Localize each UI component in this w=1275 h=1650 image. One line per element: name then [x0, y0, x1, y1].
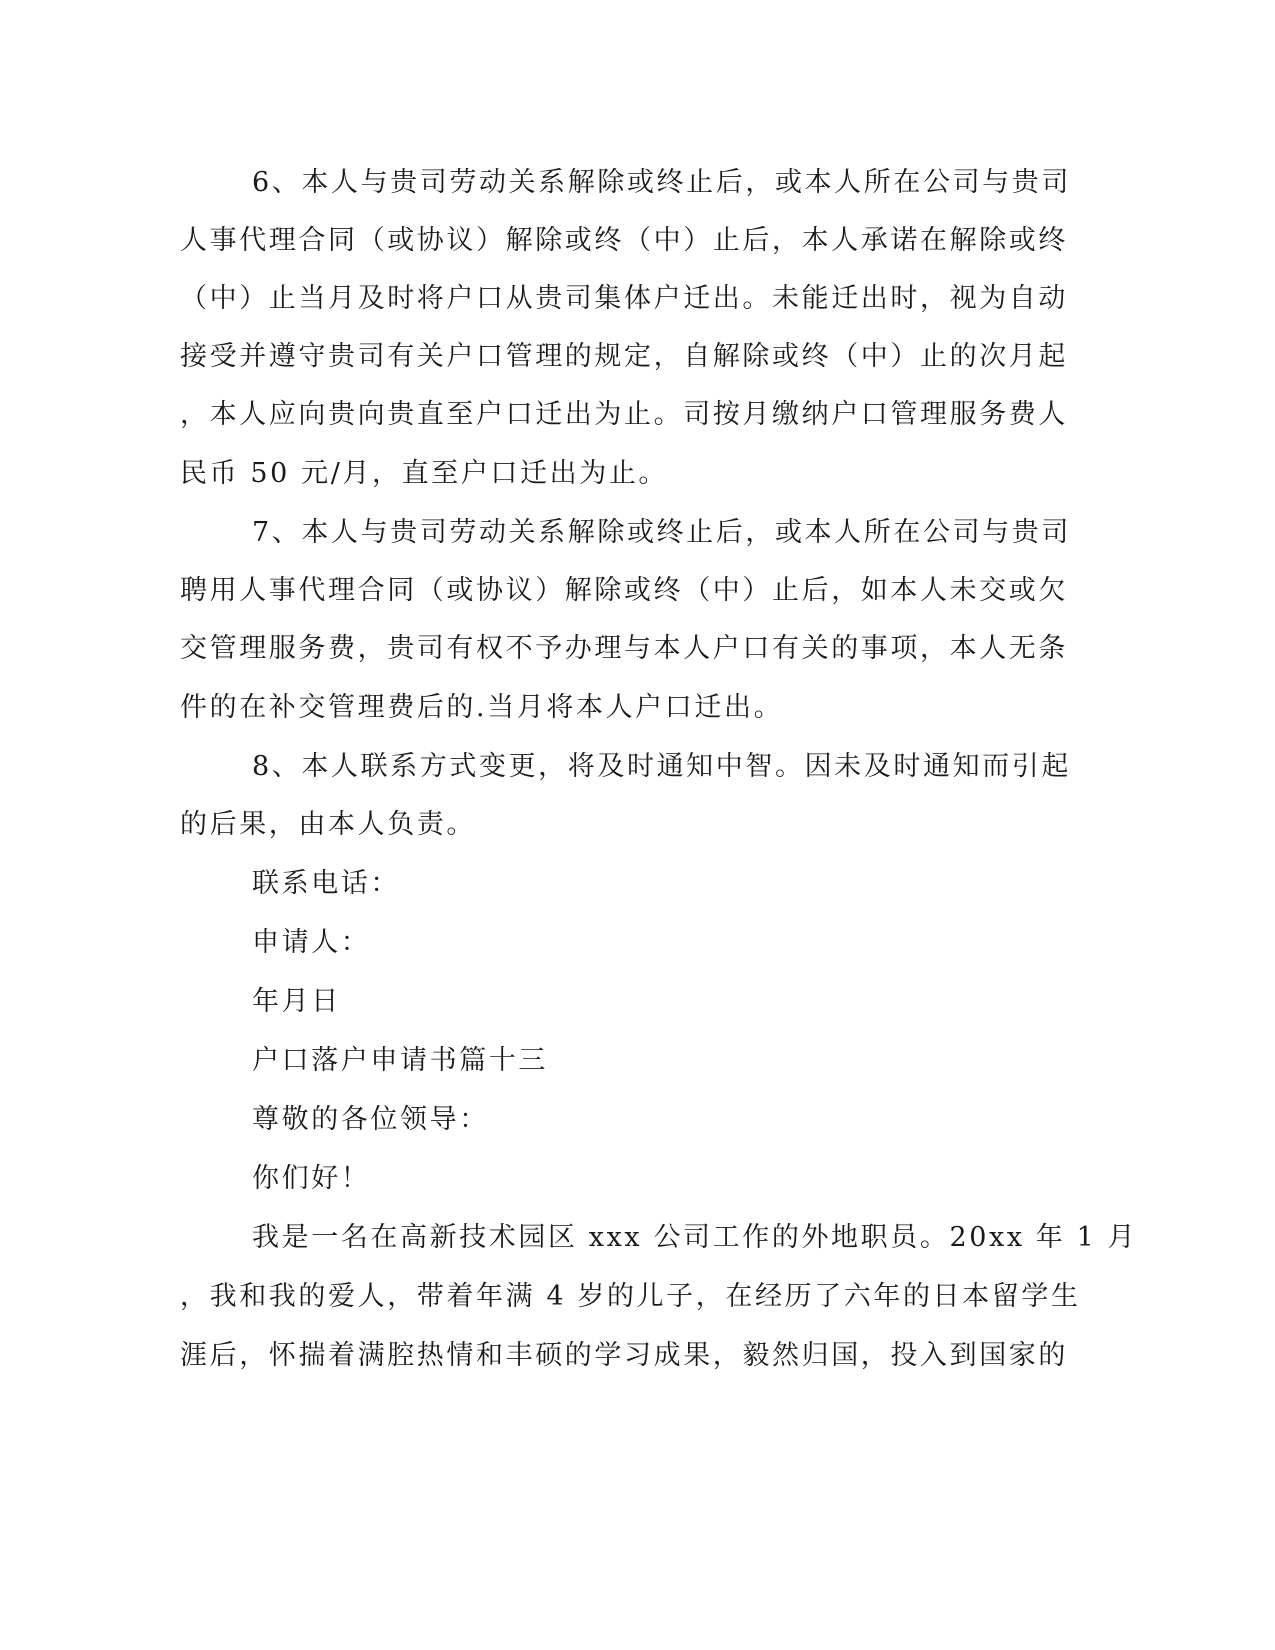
paragraph-7-line-4: 件的在补交管理费后的.当月将本人户口迁出。: [180, 692, 784, 723]
applicant-label: 申请人：: [252, 927, 371, 958]
letter-body-line-2: ，我和我的爱人，带着年满 4 岁的儿子，在经历了六年的日本留学生: [180, 1281, 1081, 1312]
paragraph-7-line-3: 交管理服务费，贵司有权不予办理与本人户口有关的事项，本人无条: [180, 633, 1068, 664]
paragraph-6-line-5: ，本人应向贵向贵直至户口迁出为止。司按月缴纳户口管理服务费人: [180, 399, 1068, 430]
section-title: 户口落户申请书篇十三: [252, 1045, 548, 1076]
contact-phone-label: 联系电话：: [252, 868, 400, 899]
letter-body-line-3: 涯后，怀揣着满腔热情和丰硕的学习成果，毅然归国，投入到国家的: [180, 1340, 1068, 1371]
paragraph-6-line-1: 6、本人与贵司劳动关系解除或终止后，或本人所在公司与贵司: [252, 167, 1071, 198]
paragraph-8-line-1: 8、本人联系方式变更，将及时通知中智。因未及时通知而引起: [252, 751, 1071, 782]
paragraph-6-line-2: 人事代理合同（或协议）解除或终（中）止后，本人承诺在解除或终: [180, 225, 1068, 256]
letter-body-line-1: 我是一名在高新技术园区 xxx 公司工作的外地职员。20xx 年 1 月: [252, 1222, 1138, 1253]
paragraph-7-line-1: 7、本人与贵司劳动关系解除或终止后，或本人所在公司与贵司: [252, 517, 1071, 548]
paragraph-6-line-6: 民币 50 元/月，直至户口迁出为止。: [180, 458, 669, 489]
paragraph-8-line-2: 的后果，由本人负责。: [180, 809, 476, 840]
greeting: 你们好！: [252, 1163, 371, 1194]
paragraph-6-line-3: （中）止当月及时将户口从贵司集体户迁出。未能迁出时，视为自动: [180, 283, 1068, 314]
date-label: 年月日: [252, 986, 341, 1017]
paragraph-7-line-2: 聘用人事代理合同（或协议）解除或终（中）止后，如本人未交或欠: [180, 575, 1068, 606]
salutation: 尊敬的各位领导：: [252, 1104, 489, 1135]
paragraph-6-line-4: 接受并遵守贵司有关户口管理的规定，自解除或终（中）止的次月起: [180, 341, 1068, 372]
